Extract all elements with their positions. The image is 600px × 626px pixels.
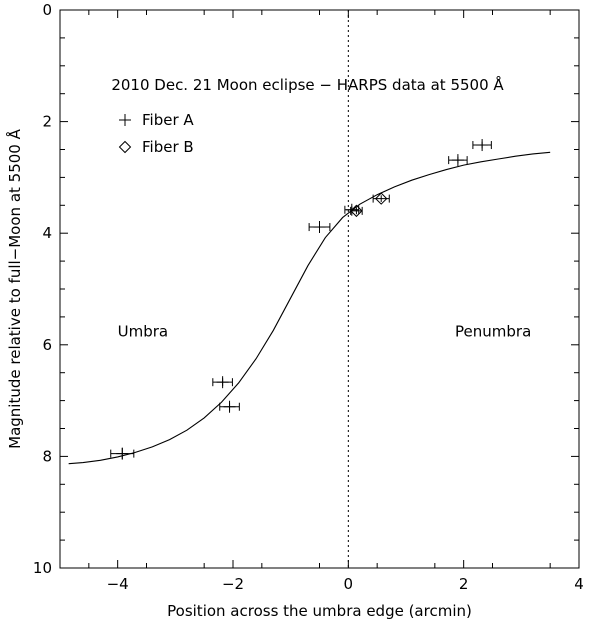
- annotation-0: Umbra: [117, 322, 169, 341]
- x-tick-label: −4: [106, 575, 129, 593]
- series-fiber-a: [111, 139, 492, 460]
- y-tick-label: 0: [42, 1, 52, 19]
- annotation-1: Penumbra: [455, 322, 532, 341]
- legend-label-0: Fiber A: [142, 111, 194, 129]
- y-tick-label: 6: [42, 335, 52, 354]
- x-tick-label: −2: [221, 575, 245, 593]
- y-tick-label: 8: [42, 447, 52, 466]
- model-curve: [69, 152, 551, 463]
- x-axis-title: Position across the umbra edge (arcmin): [167, 602, 472, 620]
- diamond-marker: [120, 142, 131, 153]
- x-tick-label: 2: [458, 575, 469, 593]
- legend-entry-1: [120, 142, 131, 153]
- y-tick-label: 2: [42, 112, 52, 131]
- x-tick-label: 0: [343, 575, 354, 593]
- legend-entry-0: [119, 114, 131, 126]
- y-axis-title: Magnitude relative to full−Moon at 5500 Å: [6, 129, 24, 449]
- plot-title: 2010 Dec. 21 Moon eclipse − HARPS data at 5500 Å: [111, 76, 504, 94]
- series-fiber-b: [351, 193, 390, 216]
- x-tick-label: 4: [574, 575, 584, 593]
- y-tick-label: 4: [42, 224, 52, 243]
- legend-label-1: Fiber B: [142, 138, 194, 156]
- y-tick-label: 10: [32, 559, 52, 577]
